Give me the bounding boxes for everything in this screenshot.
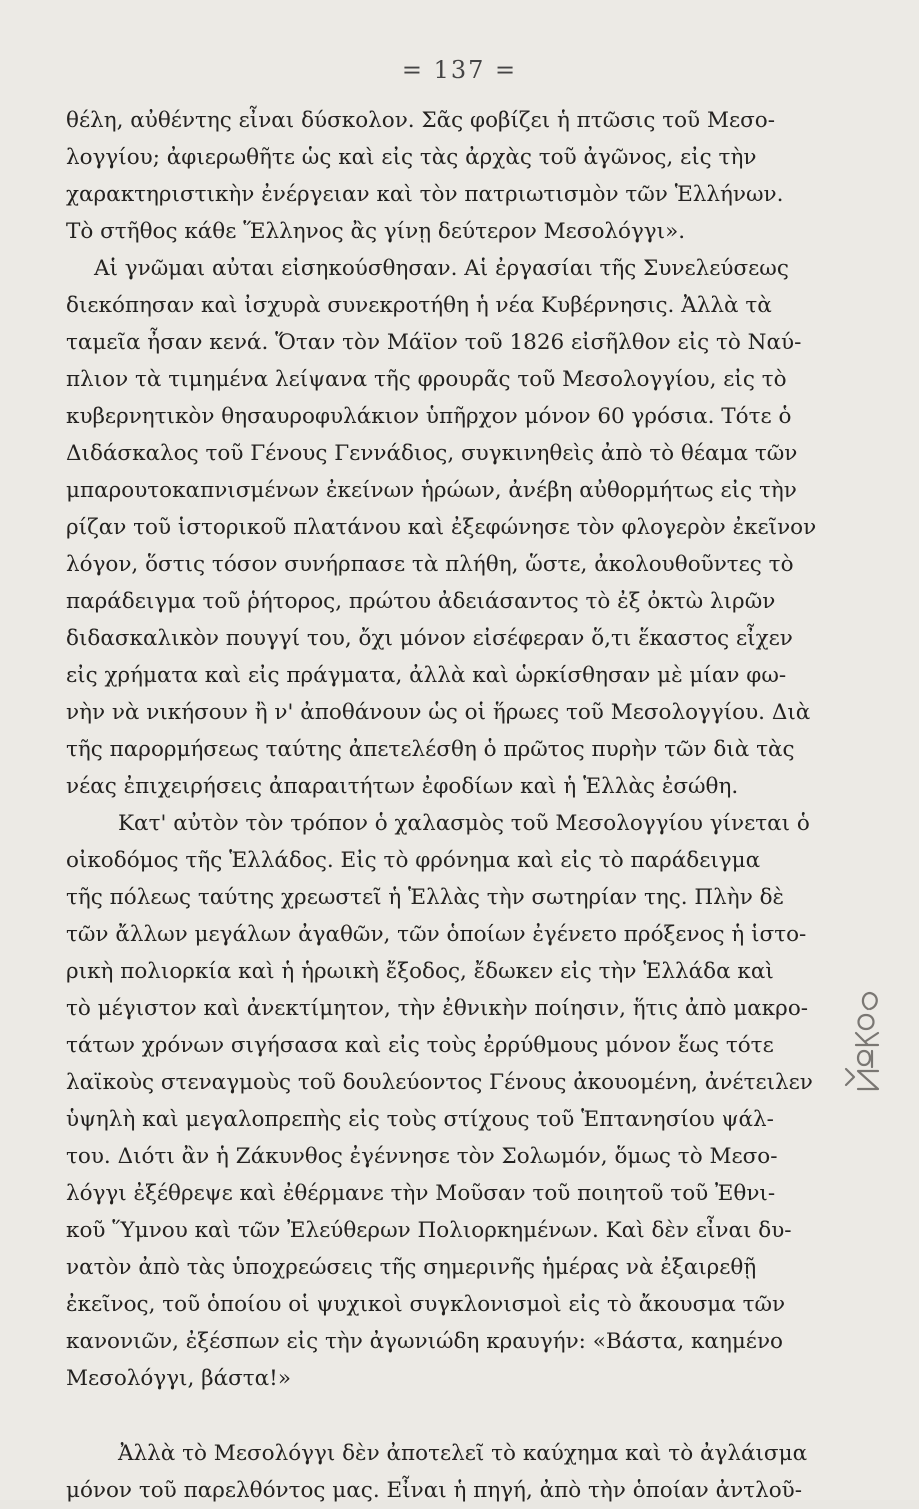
body-text xyxy=(66,102,826,1509)
text-line: λόγον, ὅστις τόσον συνήρπασε τὰ πλήθη, ὥστε, ἀκολουθοῦντες τὸ xyxy=(66,552,794,577)
text-line: μπαρουτοκαπνισμένων ἐκείνων ἡρώων, ἀνέβη αὐθορμήτως εἰς τὴν xyxy=(66,478,797,503)
text-line: ρίζαν τοῦ ἱστορικοῦ πλατάνου καὶ ἐξεφώνησε τὸν φλογερὸν ἐκεῖνον xyxy=(66,515,817,540)
text-line: πλιον τὰ τιμημένα λείψανα τῆς φρουρᾶς τοῦ Μεσολογγίου, εἰς τὸ xyxy=(66,367,787,392)
text-line: νέας ἐπιχειρήσεις ἀπαραιτήτων ἐφοδίων καὶ ἡ Ἑλλὰς ἐσώθη. xyxy=(66,774,739,799)
text-line: νατὸν ἀπὸ τὰς ὑποχρεώσεις τῆς σημερινῆς ἡμέρας νὰ ἐξαιρεθῇ xyxy=(66,1255,757,1280)
text-line: τάτων χρόνων σιγήσασα καὶ εἰς τοὺς ἐρρύθμους μόνον ἕως τότε xyxy=(66,1033,774,1058)
handwritten-margin-note xyxy=(836,985,892,1095)
text-line: κυβερνητικὸν θησαυροφυλάκιον ὑπῆρχον μόνον 60 γρόσια. Τότε ὁ xyxy=(66,404,792,429)
text-line: κοῦ Ὕμνου καὶ τῶν Ἐλεύθερων Πολιορκημένων. Καὶ δὲν εἶναι δυ- xyxy=(66,1218,792,1243)
text-line: λαϊκοὺς στεναγμοὺς τοῦ δουλεύοντος Γένους ἀκουομένη, ἀνέτειλεν xyxy=(66,1070,813,1095)
text-line: θέλη, αὐθέντης εἶναι δύσκολον. Σᾶς φοβίζει ἡ πτῶσις τοῦ Μεσο- xyxy=(66,108,775,133)
text-line: Τὸ στῆθος κάθε Ἕλληνος ἂς γίνῃ δεύτερον Μεσολόγγι». xyxy=(66,219,686,244)
page-number: = 137 = xyxy=(401,56,518,84)
text-line: νὴν νὰ νικήσουν ἢ ν' ἀποθάνουν ὡς οἱ ἥρωες τοῦ Μεσολογγίου. Διὰ xyxy=(66,700,811,725)
text-line: τῆς παρορμήσεως ταύτης ἀπετελέσθη ὁ πρῶτος πυρὴν τῶν διὰ τὰς xyxy=(66,737,795,762)
text-line: διεκόπησαν καὶ ἰσχυρὰ συνεκροτήθη ἡ νέα Κυβέρνησις. Ἀλλὰ τὰ xyxy=(66,293,772,318)
text-line: ρικὴ πολιορκία καὶ ἡ ἡρωικὴ ἔξοδος, ἔδωκεν εἰς τὴν Ἑλλάδα καὶ xyxy=(66,959,774,984)
text-line: διδασκαλικὸν πουγγί του, ὄχι μόνον εἰσέφεραν ὅ,τι ἕκαστος εἶχεν xyxy=(66,626,793,651)
text-line: τὸ μέγιστον καὶ ἀνεκτίμητον, τὴν ἐθνικὴν ποίησιν, ἥτις ἀπὸ μακρο- xyxy=(66,996,809,1021)
handwritten-zakynthos-annotation xyxy=(836,985,892,1095)
paragraph-4 xyxy=(66,1435,826,1509)
text-line: ἐκεῖνος, τοῦ ὁποίου οἱ ψυχικοὶ συγκλονισμοὶ εἰς τὸ ἄκουσμα τῶν xyxy=(66,1292,786,1317)
text-line: Μεσολόγγι, βάστα!» xyxy=(66,1366,291,1391)
text-line: κανονιῶν, ἐξέσπων εἰς τὴν ἀγωνιώδη κραυγήν: «Βάστα, καημένο xyxy=(66,1329,783,1354)
text-line: λογγίου; ἀφιερωθῆτε ὡς καὶ εἰς τὰς ἀρχὰς τοῦ ἀγῶνος, εἰς τὴν xyxy=(66,145,757,170)
paragraph-1 xyxy=(66,102,826,250)
paragraph-3 xyxy=(66,805,826,1397)
text-line: τῶν ἄλλων μεγάλων ἀγαθῶν, τῶν ὁποίων ἐγένετο πρόξενος ἡ ἱστο- xyxy=(66,922,807,947)
text-line: παράδειγμα τοῦ ῥήτορος, πρώτου ἀδειάσαντος τὸ ἐξ ὀκτὼ λιρῶν xyxy=(66,589,776,614)
text-line: Κατ' αὐτὸν τὸν τρόπον ὁ χαλασμὸς τοῦ Μεσολογγίου γίνεται ὁ xyxy=(118,811,810,836)
text-line: Αἱ γνῶμαι αὐται εἰσηκούσθησαν. Αἱ ἐργασίαι τῆς Συνελεύσεως xyxy=(94,256,789,281)
text-line: Διδάσκαλος τοῦ Γένους Γεννάδιος, συγκινηθεὶς ἀπὸ τὸ θέαμα τῶν xyxy=(66,441,798,466)
text-line: Ἀλλὰ τὸ Μεσολόγγι δὲν ἀποτελεῖ τὸ καύχημα καὶ τὸ ἀγλάισμα xyxy=(118,1441,808,1466)
paragraph-gap xyxy=(66,1397,826,1435)
text-line: ταμεῖα ἦσαν κενά. Ὅταν τὸν Μάϊον τοῦ 1826 εἰσῆλθον εἰς τὸ Ναύ- xyxy=(66,330,802,355)
text-line: λόγγι ἐξέθρεψε καὶ ἐθέρμανε τὴν Μοῦσαν τοῦ ποιητοῦ τοῦ Ἐθνι- xyxy=(66,1181,776,1206)
text-line: ὑψηλὴ καὶ μεγαλοπρεπὴς εἰς τοὺς στίχους τοῦ Ἑπτανησίου ψάλ- xyxy=(66,1107,774,1132)
text-line: χαρακτηριστικὴν ἐνέργειαν καὶ τὸν πατριωτισμὸν τῶν Ἑλλήνων. xyxy=(66,182,784,207)
text-line: του. Διότι ἂν ἡ Ζάκυνθος ἐγέννησε τὸν Σολωμόν, ὅμως τὸ Μεσο- xyxy=(66,1144,778,1169)
paragraph-2 xyxy=(66,250,826,805)
text-line: τῆς πόλεως ταύτης χρεωστεῖ ἡ Ἑλλὰς τὴν σωτηρίαν της. Πλὴν δὲ xyxy=(66,885,785,910)
text-line: εἰς χρήματα καὶ εἰς πράγματα, ἀλλὰ καὶ ὡρκίσθησαν μὲ μίαν φω- xyxy=(66,663,787,688)
text-line: μόνον τοῦ παρελθόντος μας. Εἶναι ἡ πηγή, ἀπὸ τὴν ὁποίαν ἀντλοῦ- xyxy=(66,1478,802,1503)
text-line: οἰκοδόμος τῆς Ἑλλάδος. Εἰς τὸ φρόνημα καὶ εἰς τὸ παράδειγμα xyxy=(66,848,761,873)
